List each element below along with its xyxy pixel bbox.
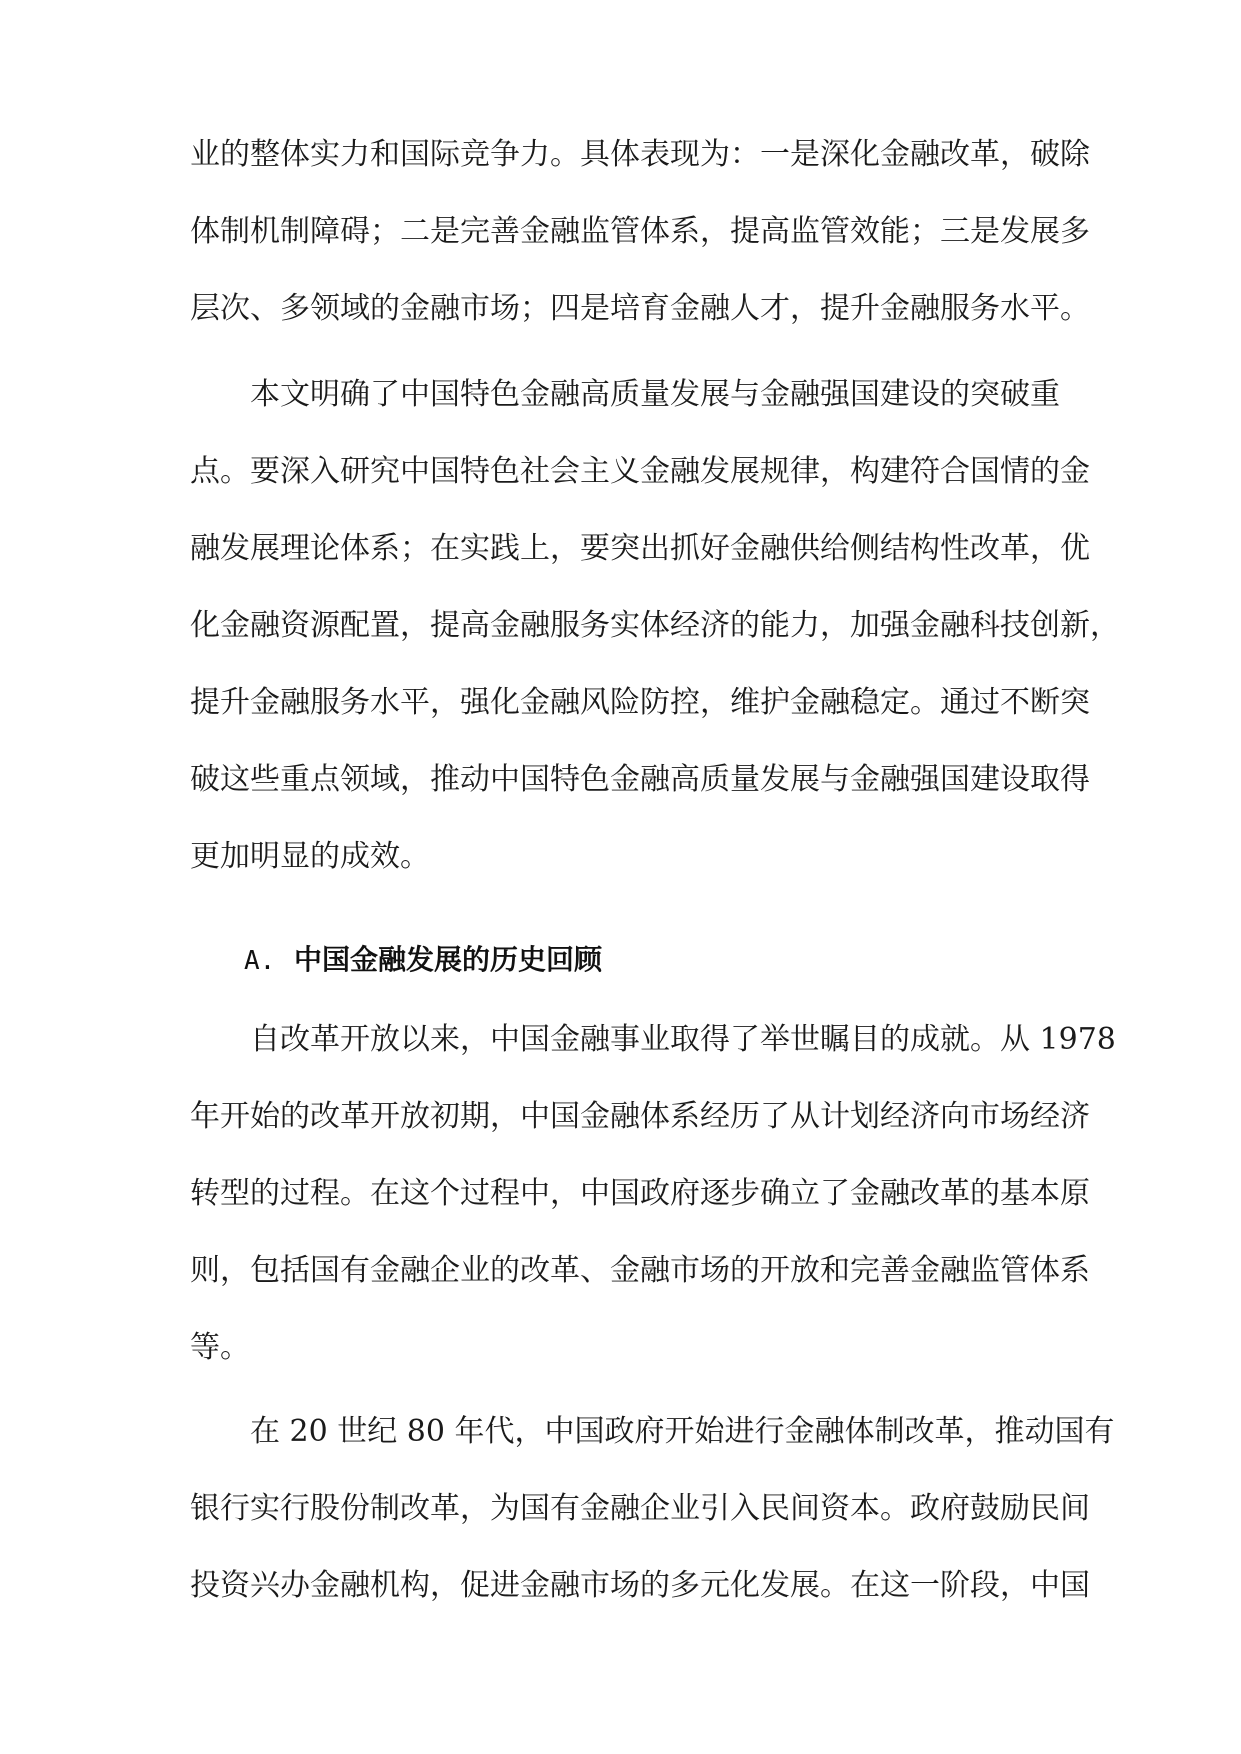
paragraph-4-line-2: 银行实行股份制改革，为国有金融企业引入民间资本。政府鼓励民间 (190, 1491, 1090, 1526)
section-heading-text: 中国金融发展的历史回顾 (294, 943, 603, 976)
paragraph-1-line-1: 业的整体实力和国际竞争力。具体表现为：一是深化金融改革，破除 (190, 137, 1090, 172)
paragraph-3-line-3: 转型的过程。在这个过程中，中国政府逐步确立了金融改革的基本原 (190, 1176, 1090, 1211)
paragraph-2-line-7: 更加明显的成效。 (190, 839, 430, 874)
paragraph-2-line-4: 化金融资源配置，提高金融服务实体经济的能力，加强金融科技创新， (190, 608, 1120, 643)
paragraph-1-line-2: 体制机制障碍；二是完善金融监管体系，提高监管效能；三是发展多 (190, 214, 1090, 249)
paragraph-2-line-6: 破这些重点领域，推动中国特色金融高质量发展与金融强国建设取得 (190, 762, 1090, 797)
section-heading (244, 935, 602, 985)
section-heading-label: A. (244, 946, 276, 976)
paragraph-3-line-1: 自改革开放以来，中国金融事业取得了举世瞩目的成就。从 1978 (250, 1022, 1116, 1057)
paragraph-4-line-3: 投资兴办金融机构，促进金融市场的多元化发展。在这一阶段，中国 (190, 1568, 1090, 1603)
paragraph-1-line-3: 层次、多领域的金融市场；四是培育金融人才，提升金融服务水平。 (190, 291, 1090, 326)
paragraph-2-line-1: 本文明确了中国特色金融高质量发展与金融强国建设的突破重 (250, 377, 1060, 412)
paragraph-3-line-2: 年开始的改革开放初期，中国金融体系经历了从计划经济向市场经济 (190, 1099, 1090, 1134)
paragraph-3-line-5: 等。 (190, 1330, 250, 1365)
paragraph-3-line-4: 则，包括国有金融企业的改革、金融市场的开放和完善金融监管体系 (190, 1253, 1090, 1288)
paragraph-2-line-2: 点。要深入研究中国特色社会主义金融发展规律，构建符合国情的金 (190, 454, 1090, 489)
paragraph-2-line-3: 融发展理论体系；在实践上，要突出抓好金融供给侧结构性改革，优 (190, 531, 1090, 566)
paragraph-4-line-1: 在 20 世纪 80 年代，中国政府开始进行金融体制改革，推动国有 (250, 1414, 1115, 1449)
paragraph-2-line-5: 提升金融服务水平，强化金融风险防控，维护金融稳定。通过不断突 (190, 685, 1090, 720)
